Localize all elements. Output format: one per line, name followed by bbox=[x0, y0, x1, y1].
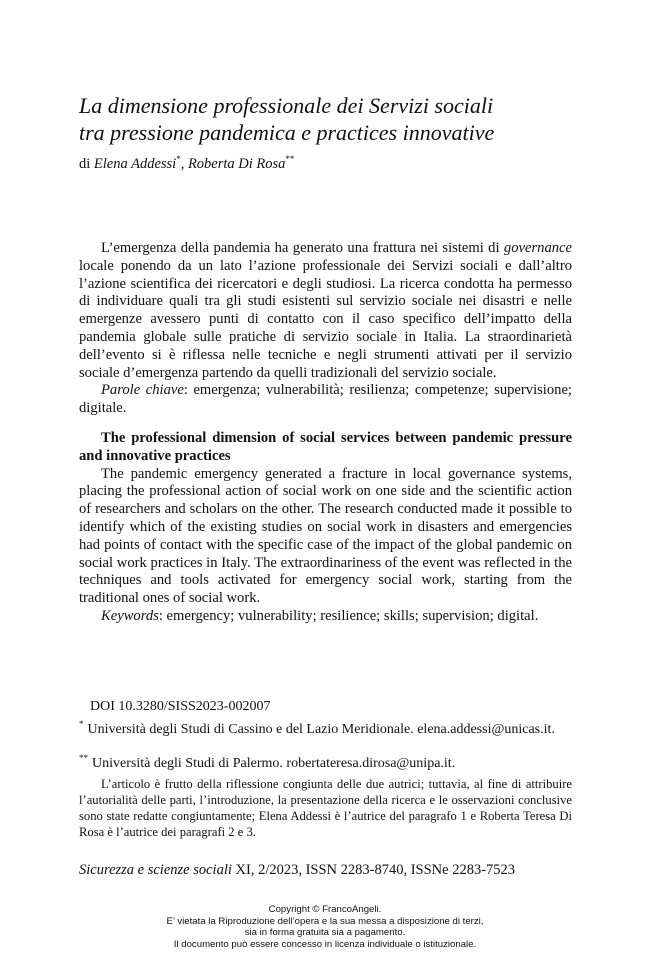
footnote-1-mark: * bbox=[79, 719, 84, 729]
author-separator: , bbox=[180, 155, 188, 172]
abstract-it-part-a: L’emergenza della pandemia ha generato una frattura nei sistemi di bbox=[101, 240, 504, 256]
byline bbox=[79, 150, 294, 173]
title-line-1: La dimensione professionale dei Servizi sociali bbox=[79, 93, 494, 118]
author-1: Elena Addessi bbox=[93, 155, 177, 172]
footnote-1 bbox=[79, 716, 572, 739]
abstract-english bbox=[79, 430, 572, 626]
keywords-en-label: Keywords bbox=[101, 607, 159, 624]
author-contribution-note: L’articolo è frutto della riflessione congiunta delle due autrici; tuttavia, al fine di attribuire l’autorialità delle parti, l’introduzione, la presentazione della ricerca e le osservazioni conclusive sono state redatte congiuntamente; Elena Addessi è l’autrice del paragrafo 1 e Roberta Teresa Di Rosa è l’autrice dei paragrafi 2 e 3. bbox=[79, 777, 572, 839]
author-2-mark: ** bbox=[285, 154, 295, 164]
doi: DOI 10.3280/SISS2023-002007 bbox=[90, 699, 271, 714]
journal-citation bbox=[79, 862, 515, 879]
copyright-line-4: Il documento può essere concesso in licenza individuale o istituzionale. bbox=[173, 938, 477, 950]
author-2: Roberta Di Rosa bbox=[187, 155, 286, 172]
footnote-2-mark: ** bbox=[79, 753, 88, 763]
title-line-2: tra pressione pandemica e practices innovative bbox=[79, 120, 495, 145]
keywords-en-text: : emergency; vulnerability; resilience; skills; supervision; digital. bbox=[158, 607, 539, 624]
journal-details: XI, 2/2023, ISSN 2283-8740, ISSNe 2283-7523 bbox=[231, 862, 516, 878]
abstract-italian bbox=[79, 240, 572, 418]
article-title bbox=[79, 92, 579, 146]
english-title: The professional dimension of social services between pandemic pressure and innovative practices bbox=[79, 430, 572, 464]
abstract-it-emphasis: governance bbox=[503, 240, 572, 256]
keywords-italian bbox=[79, 382, 572, 418]
copyright-line-1: Copyright © FrancoAngeli. bbox=[268, 904, 382, 915]
copyright-notice bbox=[0, 904, 650, 950]
keywords-it-label: Parole chiave bbox=[101, 382, 184, 399]
copyright-line-3: sia in forma gratuita sia a pagamento. bbox=[244, 927, 406, 939]
keywords-english bbox=[79, 608, 572, 626]
footnote-1-text: Università degli Studi di Cassino e del Lazio Meridionale. elena.addessi@unicas.it. bbox=[87, 722, 555, 737]
abstract-italian-text bbox=[79, 240, 572, 382]
journal-name: Sicurezza e scienze sociali bbox=[79, 862, 232, 878]
footnote-2 bbox=[79, 750, 572, 773]
abstract-english-text: The pandemic emergency generated a fracture in local governance systems, placing the professional action of social work on one side and the scientific action of researchers and scholars on the other. The research conducted made it possible to identify which of the existing studies on social work in disasters and emergencies had points of contact with the specific case of the impact of the global pandemic on social work practices in Italy. The extraordinariness of the event was reflected in the techniques and tools activated for emergency social work, starting from the traditional ones of social work. bbox=[79, 465, 572, 607]
author-1-mark: * bbox=[176, 154, 181, 164]
copyright-line-2: E’ vietata la Riproduzione dell’opera e la sua messa a disposizione di terzi, bbox=[166, 915, 484, 927]
abstract-it-part-b: locale ponendo da un lato l’azione professionale dei Servizi sociali e dall’altro l’azione scientifica dei ricercatori e degli studiosi. La ricerca condotta ha permesso di individuare quali tra gli studi esistenti sul servizio sociale nei disastri e nelle emergenze avessero punti di contatto con il caso specifico dell’impatto della pandemia globale sulle pratiche di servizio sociale in Italia. La straordinarietà dell’evento si è riflessa nelle tecniche e negli strumenti attivati per il servizio sociale d’emergenza partendo da quelli tradizionali del servizio sociale. bbox=[79, 257, 572, 381]
byline-prefix: di bbox=[79, 155, 94, 172]
keywords-it-text: : emergenza; vulnerabilità; resilienza; competenze; supervisione; digitale. bbox=[79, 382, 572, 417]
footnote-2-text: Università degli Studi di Palermo. robertateresa.dirosa@unipa.it. bbox=[92, 756, 456, 771]
